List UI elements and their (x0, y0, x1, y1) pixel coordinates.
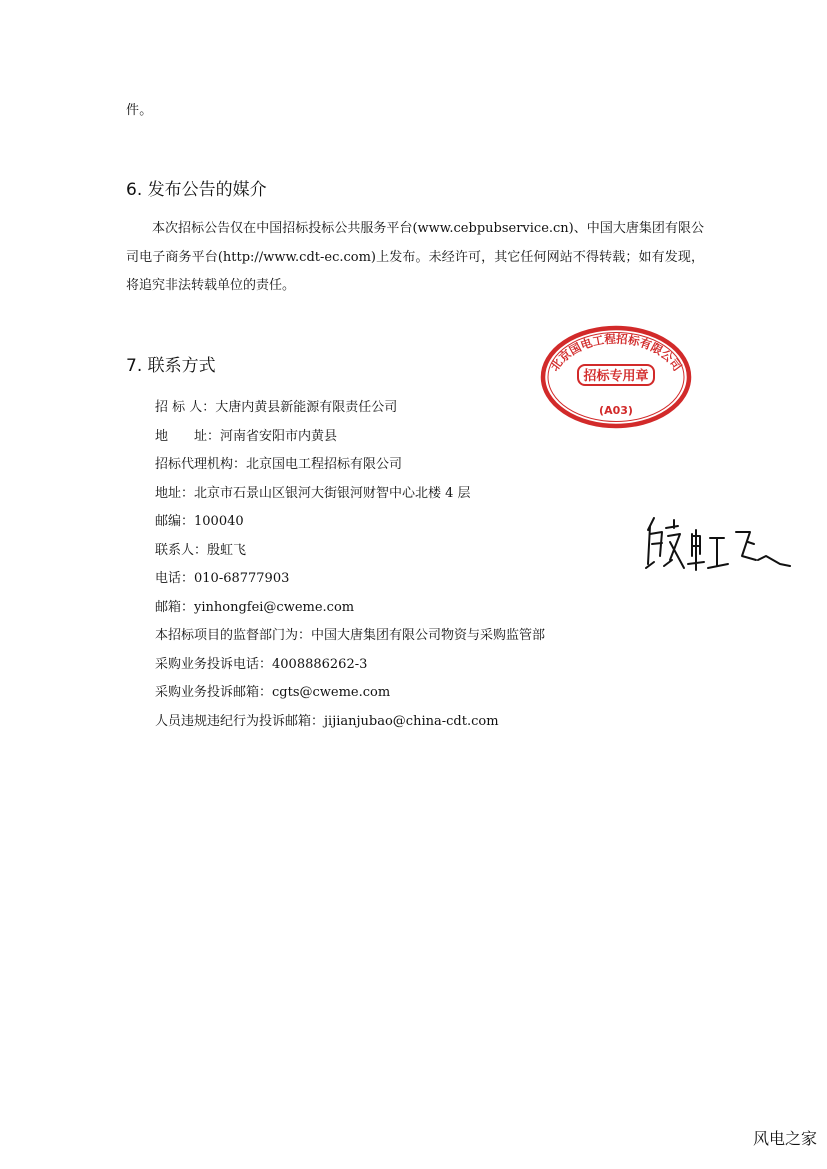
contact-email: 邮箱：yinhongfei@cweme.com (155, 599, 355, 615)
watermark: 风电之家 (752, 1129, 817, 1148)
violation-email: 人员违规违纪行为投诉邮箱：jijianjubao@china-cdt.com (155, 713, 499, 729)
supervision-dept: 本招标项目的监督部门为：中国大唐集团有限公司物资与采购监管部 (155, 628, 546, 643)
contact-address: 地 址：河南省安阳市内黄县 (155, 428, 338, 444)
section-6-heading: 6. 发布公告的媒介 (126, 180, 267, 200)
official-seal (540, 325, 692, 429)
complaint-phone: 采购业务投诉电话：4008886262-3 (155, 656, 368, 672)
seal-center-text: 招标专用章 (583, 369, 649, 384)
contact-tenderer: 招 标 人：大唐内黄县新能源有限责任公司 (155, 400, 398, 415)
continued-text: 件。 (126, 103, 153, 118)
contact-list (155, 394, 545, 736)
section-7-heading: 7. 联系方式 (126, 356, 216, 376)
seal-code: (A03) (599, 404, 633, 417)
contact-person: 联系人：殷虹飞 (155, 542, 247, 558)
seal-outer-text: 北京国电工程招标有限公司 (547, 331, 685, 374)
section-6-text: 本次招标公告仅在中国招标投标公共服务平台(www.cebpubservice.cn)、中国大唐集团有限公司电子商务平台(http://www.cdt-ec.com)上发布。未经许可，其它任何网站不得转载；如有发现，将追究非法转载单位的责任。 (126, 221, 704, 293)
handwritten-signature (640, 512, 795, 580)
contact-agency-address: 地址：北京市石景山区银河大街银河财智中心北楼 4 层 (155, 485, 471, 501)
section-6-paragraph (126, 215, 704, 301)
contact-postcode: 邮编：100040 (155, 514, 244, 529)
contact-agency: 招标代理机构：北京国电工程招标有限公司 (155, 457, 403, 472)
contact-phone: 电话：010-68777903 (155, 571, 290, 586)
complaint-email: 采购业务投诉邮箱：cgts@cweme.com (155, 685, 391, 700)
